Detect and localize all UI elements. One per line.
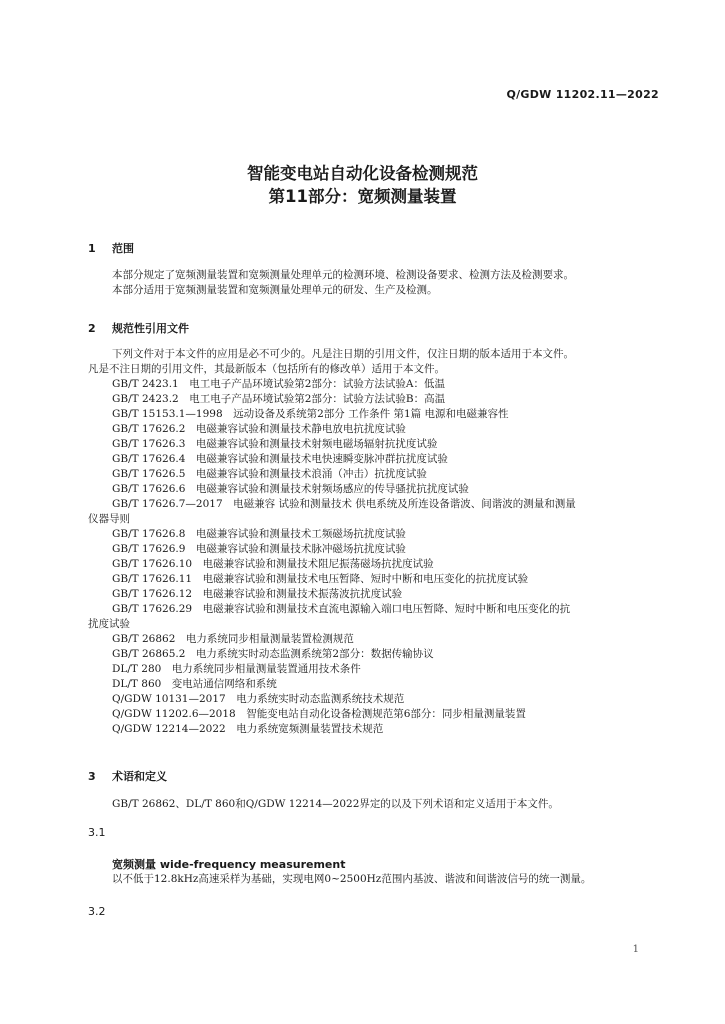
reference-item: GB/T 17626.3 电磁兼容试验和测量技术射频电磁场辐射抗扰度试验 xyxy=(112,438,438,450)
reference-item: Q/GDW 10131—2017 电力系统实时动态监测系统技术规范 xyxy=(112,693,405,705)
section-number: 1 xyxy=(88,242,96,255)
standard-code: Q/GDW 11202.11—2022 xyxy=(506,88,659,101)
reference-item: GB/T 17626.12 电磁兼容试验和测量技术振荡波抗扰度试验 xyxy=(112,588,403,600)
reference-item: Q/GDW 12214—2022 电力系统宽频测量装置技术规范 xyxy=(112,723,384,735)
term-definition: 以不低于12.8kHz高速采样为基础，实现电网0~2500Hz范围内基波、谐波和间谐波信号的统一测量。 xyxy=(112,873,592,885)
reference-item: Q/GDW 11202.6—2018 智能变电站自动化设备检测规范第6部分：同步相量测量装置 xyxy=(112,708,526,720)
paragraph: 凡是不注日期的引用文件，其最新版本（包括所有的修改单）适用于本文件。 xyxy=(88,363,445,375)
reference-item: DL/T 860 变电站通信网络和系统 xyxy=(112,678,277,690)
reference-item-continued: 扰度试验 xyxy=(88,618,130,630)
document-title: 智能变电站自动化设备检测规范 xyxy=(247,164,478,183)
document-subtitle: 第11部分：宽频测量装置 xyxy=(268,187,457,206)
reference-item: DL/T 280 电力系统同步相量测量装置通用技术条件 xyxy=(112,663,361,675)
paragraph: GB/T 26862、DL/T 860和Q/GDW 12214—2022界定的以及下列术语和定义适用于本文件。 xyxy=(112,798,559,810)
reference-item: GB/T 17626.6 电磁兼容试验和测量技术射频场感应的传导骚扰抗扰度试验 xyxy=(112,483,469,495)
reference-item: GB/T 17626.5 电磁兼容试验和测量技术浪涌（冲击）抗扰度试验 xyxy=(112,468,427,480)
reference-item: GB/T 17626.29 电磁兼容试验和测量技术直流电源输入端口电压暂降、短时中断和电压变化的抗 xyxy=(112,603,571,615)
reference-item: GB/T 17626.10 电磁兼容试验和测量技术阻尼振荡磁场抗扰度试验 xyxy=(112,558,434,570)
page-number: 1 xyxy=(632,944,639,955)
reference-item: GB/T 17626.11 电磁兼容试验和测量技术电压暂降、短时中断和电压变化的抗扰度试验 xyxy=(112,573,529,585)
term-title: 宽频测量 wide-frequency measurement xyxy=(112,858,346,871)
reference-item: GB/T 17626.4 电磁兼容试验和测量技术电快速瞬变脉冲群抗扰度试验 xyxy=(112,453,448,465)
paragraph: 本部分适用于宽频测量装置和宽频测量处理单元的研发、生产及检测。 xyxy=(112,284,438,296)
reference-item: GB/T 17626.2 电磁兼容试验和测量技术静电放电抗扰度试验 xyxy=(112,423,406,435)
reference-item: GB/T 26865.2 电力系统实时动态监测系统第2部分：数据传输协议 xyxy=(112,648,434,660)
section-number: 2 xyxy=(88,322,96,335)
section-title: 范围 xyxy=(112,242,134,255)
paragraph: 本部分规定了宽频测量装置和宽频测量处理单元的检测环境、检测设备要求、检测方法及检测要求。 xyxy=(112,269,574,281)
reference-item-continued: 仪器导则 xyxy=(88,513,130,525)
reference-item: GB/T 17626.8 电磁兼容试验和测量技术工频磁场抗扰度试验 xyxy=(112,528,406,540)
subsection-number: 3.2 xyxy=(88,905,106,918)
section-title: 术语和定义 xyxy=(112,770,167,783)
reference-item: GB/T 15153.1—1998 远动设备及系统第2部分 工作条件 第1篇 电源和电磁兼容性 xyxy=(112,408,509,420)
paragraph: 下列文件对于本文件的应用是必不可少的。凡是注日期的引用文件，仅注日期的版本适用于本文件。 xyxy=(112,348,574,360)
section-title: 规范性引用文件 xyxy=(112,322,189,335)
reference-item: GB/T 17626.7—2017 电磁兼容 试验和测量技术 供电系统及所连设备谐波、间谐波的测量和测量 xyxy=(112,498,576,510)
section-1-heading xyxy=(88,240,134,256)
reference-item: GB/T 17626.9 电磁兼容试验和测量技术脉冲磁场抗扰度试验 xyxy=(112,543,406,555)
reference-item: GB/T 2423.2 电工电子产品环境试验第2部分：试验方法试验B：高温 xyxy=(112,393,446,405)
reference-item: GB/T 2423.1 电工电子产品环境试验第2部分：试验方法试验A：低温 xyxy=(112,378,445,390)
subsection-number: 3.1 xyxy=(88,826,106,839)
reference-item: GB/T 26862 电力系统同步相量测量装置检测规范 xyxy=(112,633,354,645)
section-2-heading xyxy=(88,320,189,336)
section-3-heading xyxy=(88,768,167,784)
section-number: 3 xyxy=(88,770,96,783)
